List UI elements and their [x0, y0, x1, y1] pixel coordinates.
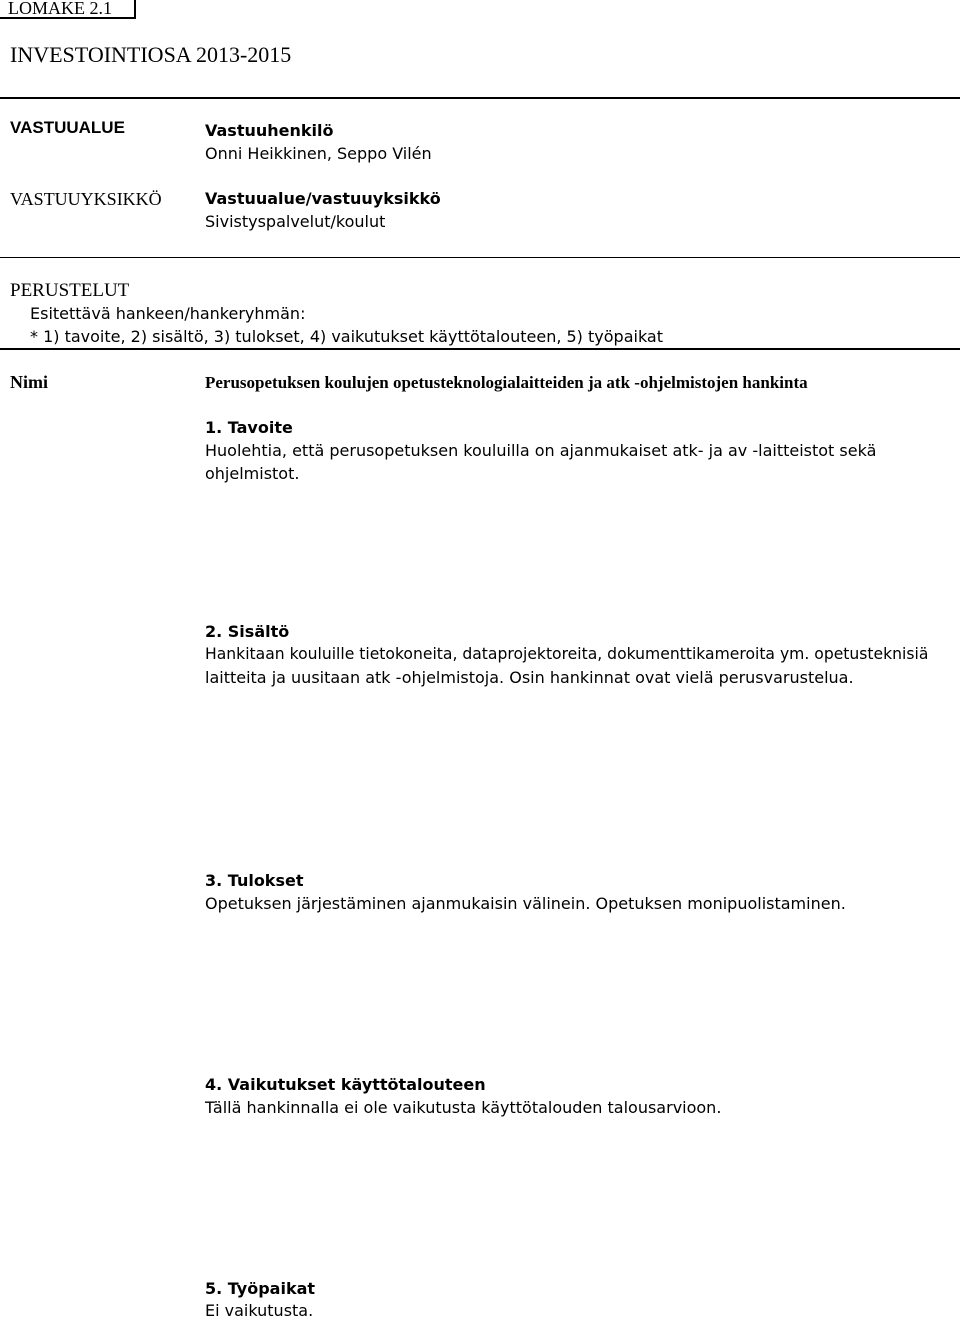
- person-heading: Vastuuhenkilö: [205, 121, 334, 140]
- person-value: Onni Heikkinen, Seppo Vilén: [205, 144, 432, 163]
- name-label: Nimi: [10, 372, 48, 392]
- page-title: INVESTOINTIOSA 2013-2015: [10, 42, 292, 67]
- jobs-heading: 5. Työpaikat: [205, 1279, 316, 1298]
- area-label: VASTUUALUE: [10, 118, 125, 137]
- goal-heading: 1. Tavoite: [205, 418, 293, 437]
- impact-text: Tällä hankinnalla ei ole vaikutusta käyttötalouden talousarvioon.: [205, 1098, 722, 1117]
- results-text: Opetuksen järjestäminen ajanmukaisin välinein. Opetuksen monipuolistaminen.: [205, 894, 846, 913]
- results-heading: 3. Tulokset: [205, 871, 304, 890]
- unit-label: VASTUUYKSIKKÖ: [10, 189, 162, 209]
- area-unit-value: Sivistyspalvelut/koulut: [205, 212, 386, 231]
- project-name: Perusopetuksen koulujen opetusteknologialaitteiden ja atk -ohjelmistojen hankinta: [205, 373, 808, 392]
- rationale-items: * 1) tavoite, 2) sisältö, 3) tulokset, 4) vaikutukset käyttötalouteen, 5) työpaikat: [30, 327, 664, 346]
- rationale-heading: PERUSTELUT: [10, 280, 130, 301]
- content-line-2: laitteita ja uusitaan atk -ohjelmistoja. Osin hankinnat ovat vielä perusvarustelua.: [205, 668, 854, 687]
- impact-heading: 4. Vaikutukset käyttötalouteen: [205, 1075, 486, 1094]
- area-unit-heading: Vastuualue/vastuuyksikkö: [205, 189, 441, 208]
- content-heading: 2. Sisältö: [205, 622, 290, 641]
- content-line-1: Hankitaan kouluille tietokoneita, dataprojektoreita, dokumenttikameroita ym. opetusteknisiä: [205, 645, 929, 663]
- appendix-label: LOMAKE 2.1: [8, 0, 112, 18]
- rationale-intro: Esitettävä hankeen/hankeryhmän:: [30, 304, 306, 323]
- divider-middle: [0, 257, 960, 258]
- goal-line-2: ohjelmistot.: [205, 464, 300, 483]
- divider-top: [0, 97, 960, 99]
- goal-line-1: Huolehtia, että perusopetuksen kouluilla on ajanmukaiset atk- ja av -laitteistot sekä: [205, 441, 877, 460]
- divider-rationale: [0, 348, 960, 350]
- jobs-text: Ei vaikutusta.: [205, 1301, 314, 1320]
